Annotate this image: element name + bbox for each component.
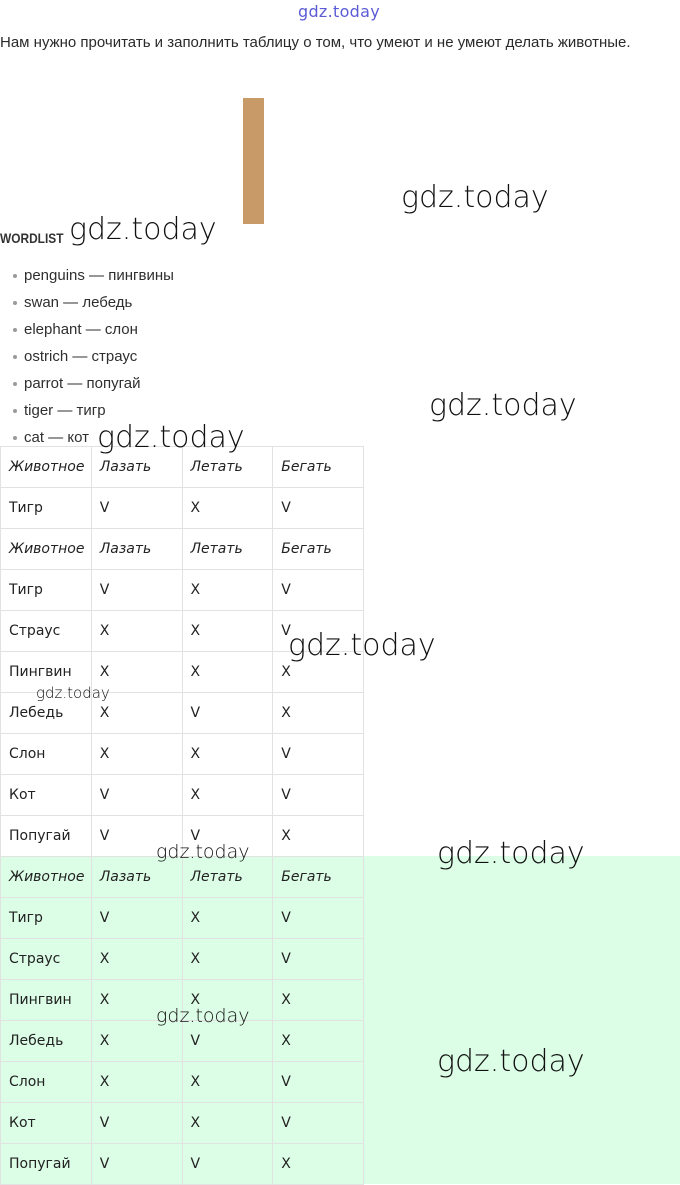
animals-table [0, 446, 364, 1185]
ability-cell: V [273, 570, 364, 611]
ability-cell: X [182, 488, 273, 529]
table-row [1, 898, 364, 939]
animal-name-cell: Пингвин [1, 652, 92, 693]
watermark: gdz.today [156, 1005, 250, 1027]
watermark: gdz.today [429, 388, 577, 423]
ability-cell: X [182, 939, 273, 980]
animal-name-cell: Слон [1, 734, 92, 775]
ability-cell: X [91, 693, 182, 734]
animal-name-cell: Страус [1, 611, 92, 652]
header-watermark: gdz.today [298, 2, 380, 21]
animal-name-cell: Попугай [1, 816, 92, 857]
list-item: elephant — слон [0, 316, 174, 343]
ability-cell: V [91, 898, 182, 939]
table-row [1, 1144, 364, 1185]
ability-cell: X [182, 898, 273, 939]
animal-name-cell: Кот [1, 1103, 92, 1144]
ability-cell: V [273, 939, 364, 980]
table-row [1, 1062, 364, 1103]
ability-cell: X [182, 980, 273, 1021]
watermark: gdz.today [437, 1044, 585, 1079]
table-row [1, 488, 364, 529]
table-header-cell: Бегать [273, 857, 364, 898]
ability-cell: V [273, 1062, 364, 1103]
ability-cell: V [273, 734, 364, 775]
ability-cell: X [182, 611, 273, 652]
ability-cell: V [182, 1021, 273, 1062]
intro-text: Нам нужно прочитать и заполнить таблицу о том, что умеют и не умеют делать животные. [0, 34, 631, 51]
table-header-cell: Бегать [273, 529, 364, 570]
ability-cell: X [91, 1021, 182, 1062]
ability-cell: X [91, 1062, 182, 1103]
ability-cell: X [91, 734, 182, 775]
ability-cell: X [273, 652, 364, 693]
table-header-cell: Летать [182, 857, 273, 898]
animal-name-cell: Лебедь [1, 1021, 92, 1062]
table-row [1, 734, 364, 775]
table-header-cell: Лазать [91, 529, 182, 570]
list-item: penguins — пингвины [0, 262, 174, 289]
table-row [1, 1103, 364, 1144]
ability-cell: V [182, 816, 273, 857]
animal-name-cell: Пингвин [1, 980, 92, 1021]
list-item: parrot — попугай [0, 370, 174, 397]
ability-cell: V [273, 775, 364, 816]
list-item: swan — лебедь [0, 289, 174, 316]
animal-name-cell: Тигр [1, 570, 92, 611]
watermark: gdz.today [97, 420, 245, 455]
ability-cell: X [182, 652, 273, 693]
ability-cell: X [182, 570, 273, 611]
animal-name-cell: Тигр [1, 898, 92, 939]
watermark: gdz.today [401, 180, 549, 215]
ability-cell: X [182, 734, 273, 775]
ability-cell: X [273, 816, 364, 857]
table-header-row [1, 529, 364, 570]
table-row [1, 939, 364, 980]
table-header-cell: Лазать [91, 857, 182, 898]
ability-cell: X [91, 980, 182, 1021]
ability-cell: X [91, 652, 182, 693]
ability-cell: V [182, 693, 273, 734]
watermark: gdz.today [437, 836, 585, 871]
watermark: gdz.today [69, 212, 217, 247]
table-row [1, 570, 364, 611]
table-row [1, 775, 364, 816]
ability-cell: X [182, 1103, 273, 1144]
ability-cell: V [273, 898, 364, 939]
wordlist-heading: WORDLIST [0, 230, 64, 246]
answer-tables [0, 446, 364, 1185]
list-item: cat — кот [0, 424, 174, 451]
table-header-cell: Животное [1, 447, 92, 488]
watermark: gdz.today [36, 684, 110, 702]
ability-cell: X [182, 1062, 273, 1103]
table-header-cell: Летать [182, 529, 273, 570]
table-header-cell: Животное [1, 529, 92, 570]
animal-name-cell: Страус [1, 939, 92, 980]
table-header-cell: Лазать [91, 447, 182, 488]
ability-cell: X [91, 611, 182, 652]
table-header-cell: Бегать [273, 447, 364, 488]
ability-cell: V [91, 816, 182, 857]
table-header-cell: Животное [1, 857, 92, 898]
ability-cell: V [273, 488, 364, 529]
ability-cell: X [273, 693, 364, 734]
ability-cell: V [182, 1144, 273, 1185]
list-item: tiger — тигр [0, 397, 174, 424]
ability-cell: X [273, 1144, 364, 1185]
watermark: gdz.today [288, 628, 436, 663]
ability-cell: X [91, 939, 182, 980]
ability-cell: V [91, 775, 182, 816]
ability-cell: V [273, 611, 364, 652]
ability-cell: X [182, 775, 273, 816]
list-item: ostrich — страус [0, 343, 174, 370]
ability-cell: V [273, 1103, 364, 1144]
table-header-cell: Летать [182, 447, 273, 488]
watermark: gdz.today [156, 841, 250, 863]
ability-cell: V [91, 1144, 182, 1185]
animal-name-cell: Слон [1, 1062, 92, 1103]
ability-cell: V [91, 1103, 182, 1144]
animal-name-cell: Кот [1, 775, 92, 816]
animal-name-cell: Тигр [1, 488, 92, 529]
ability-cell: V [91, 570, 182, 611]
ability-cell: X [273, 980, 364, 1021]
illustration-image [243, 98, 264, 224]
ability-cell: V [91, 488, 182, 529]
animal-name-cell: Лебедь [1, 693, 92, 734]
ability-cell: X [273, 1021, 364, 1062]
animal-name-cell: Попугай [1, 1144, 92, 1185]
